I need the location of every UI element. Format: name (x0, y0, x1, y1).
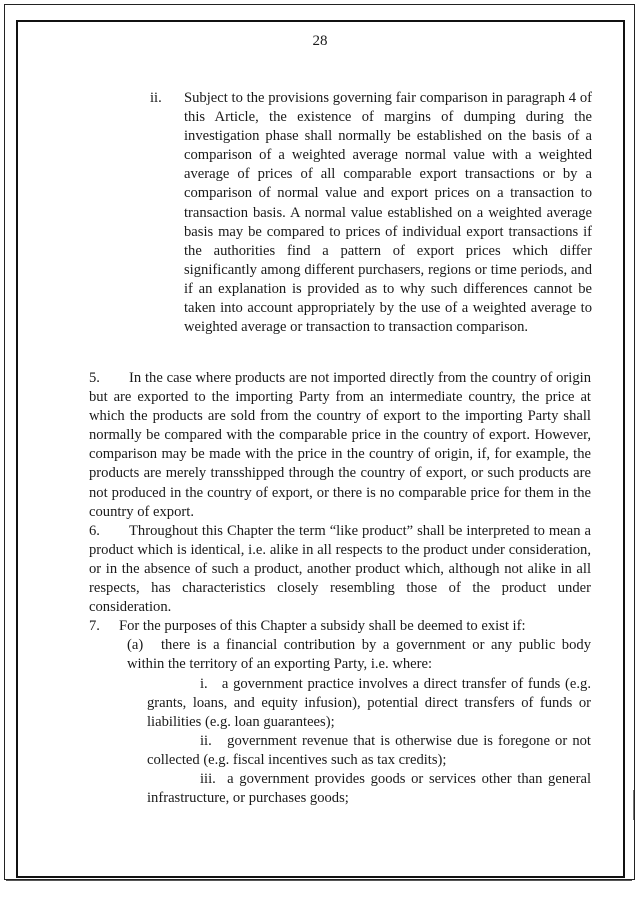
bottom-rule (6, 880, 632, 881)
item-ii (150, 89, 592, 337)
paragraph-5-text: In the case where products are not imported directly from the country of origin but are exported to the importing Party from an intermediate country, the price at which the products are sold from the country of export to the importing Party shall normally be compared with the comparable price in the country of export. However, comparison may be made with the price in the country of origin, if, for example, the products are merely transshipped through the country of export, or such products are not produced in the country of export, or there is no comparable price for them in the country of export. (89, 370, 591, 520)
paragraph-7-text: For the purposes of this Chapter a subsidy shall be deemed to exist if: (119, 618, 526, 635)
paragraph-7-label: 7. (89, 618, 100, 635)
roman-item-i-text: a government practice involves a direct transfer of funds (e.g. grants, loans, and equity infusion), potential direct transfers of funds or liabilities (e.g. loan guarantees); (147, 675, 591, 730)
subparagraph-a-text: there is a financial contribution by a government or any public body within the territory of an exporting Party, i.e. where: (127, 637, 591, 673)
paragraph-6-text: Throughout this Chapter the term “like product” shall be interpreted to mean a product which is identical, i.e. alike in all respects to the product under consideration, or in the absence of such a product, another product which, although not alike in all respects, has characteristics closely resembling those of the product under consideration. (89, 522, 591, 616)
subparagraph-a (89, 636, 591, 674)
paragraph-6 (89, 522, 591, 617)
subparagraph-a-label: (a) (127, 637, 144, 654)
page-number: 28 (312, 33, 328, 49)
paragraph-6-label: 6. (89, 522, 100, 539)
item-ii-text: Subject to the provisions governing fair comparison in paragraph 4 of this Article, the existence of margins of dumping during the investigation phase shall normally be established on the basis of a comparison of a weighted average normal value with a weighted average of prices of all comparable export transactions or by a comparison of normal value and export prices on a transaction to transaction basis. A normal value established on a weighted average basis may be compared to prices of individual export transactions if the authorities find a pattern of export prices which differ significantly among different purchasers, regions or time periods, and if an explanation is provided as to why such differences cannot be taken into account appropriately by the use of a weighted average to weighted average or transaction to transaction comparison. (184, 90, 592, 336)
roman-item-i (89, 675, 591, 732)
roman-item-i-label: i. (200, 675, 208, 692)
item-ii-label: ii. (150, 90, 162, 106)
roman-item-ii-text: government revenue that is otherwise due is foregone or not collected (e.g. fiscal incentives such as tax credits); (147, 732, 591, 768)
roman-item-ii-label: ii. (200, 732, 212, 749)
paragraph-5-label: 5. (89, 370, 100, 386)
roman-item-iii-label: iii. (200, 770, 216, 787)
roman-item-iii-text: a government provides goods or services other than general infrastructure, or purchases goods; (147, 770, 591, 807)
paragraph-7 (89, 617, 591, 636)
scan-mark (633, 790, 634, 820)
paragraph-5 (89, 369, 591, 522)
main-body (89, 369, 591, 808)
roman-item-ii (89, 732, 591, 770)
roman-item-iii (89, 770, 591, 808)
